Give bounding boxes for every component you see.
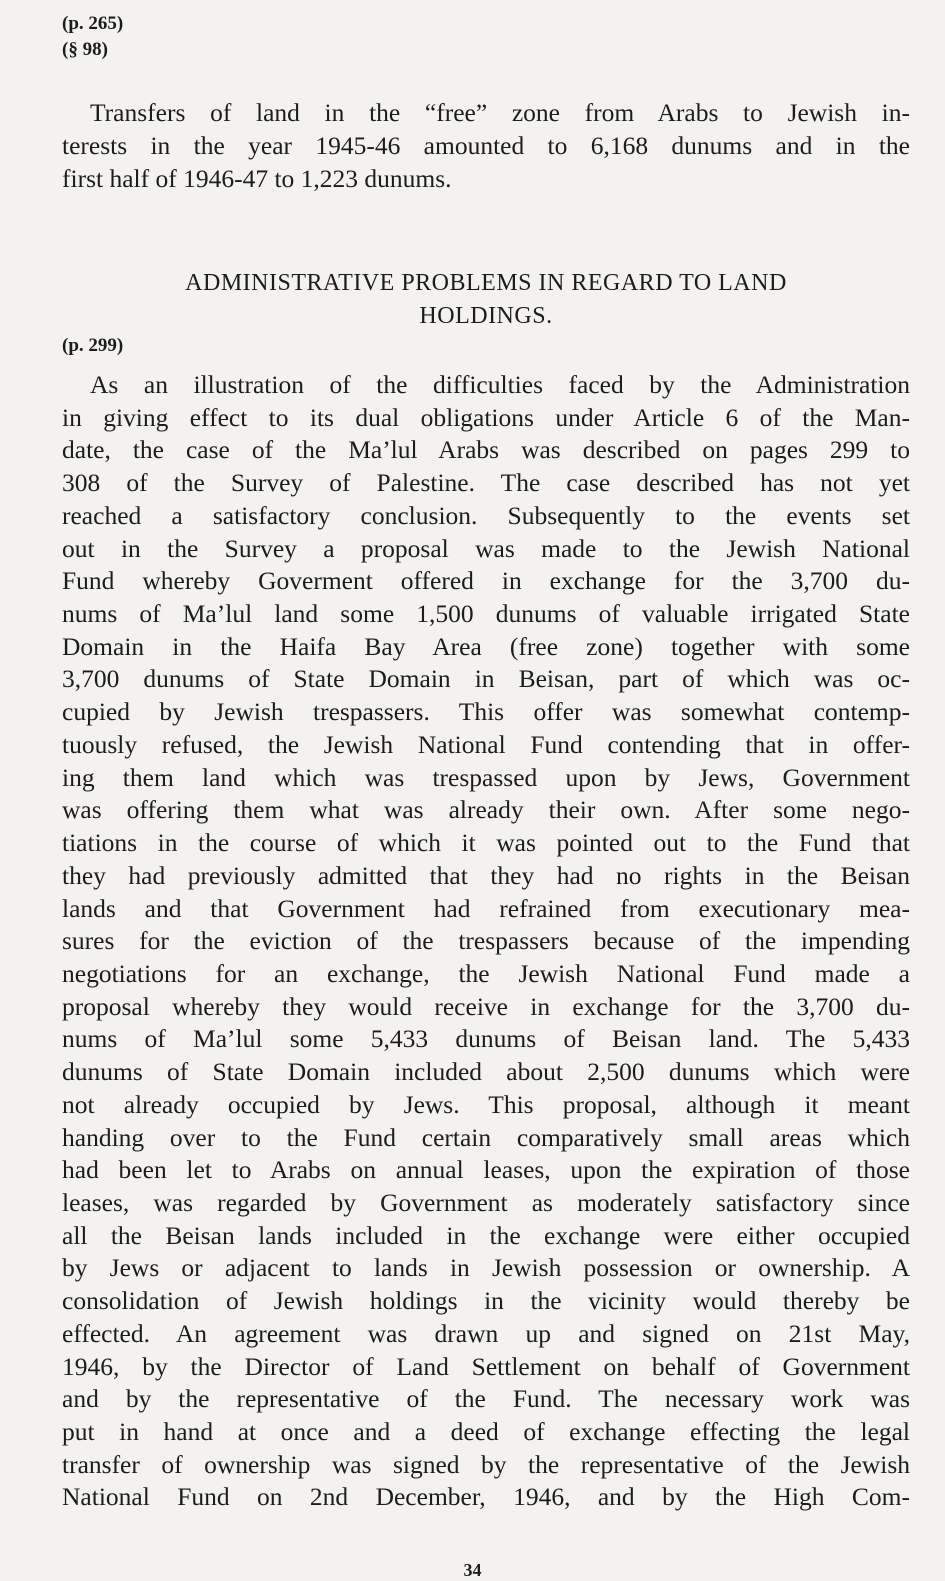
text-line: Transfers of land in the “free” zone from Arabs to Jewish in- (90, 98, 910, 127)
text-line: transfer of ownership was signed by the representative of the Jewish (62, 1449, 910, 1479)
text-line: terests in the year 1945-46 amounted to 6,168 dunums and in the (62, 130, 910, 160)
text-line: they had previously admitted that they had no rights in the Beisan (62, 860, 910, 890)
text-line: dunums of State Domain included about 2,500 dunums which were (62, 1057, 910, 1087)
text-line: nums of Ma’lul some 5,433 dunums of Beisan land. The 5,433 (62, 1024, 910, 1054)
text-line: ing them land which was trespassed upon by Jews, Government (62, 762, 910, 792)
section-heading: ADMINISTRATIVE PROBLEMS IN REGARD TO LAND (185, 270, 787, 296)
text-line: National Fund on 2nd December, 1946, and by the High Com- (62, 1482, 910, 1512)
page-number: 34 (463, 1560, 482, 1580)
text-line: effected. An agreement was drawn up and signed on 21st May, (62, 1318, 910, 1348)
text-line: reached a satisfactory conclusion. Subsequently to the events set (62, 500, 910, 530)
text-line: tuously refused, the Jewish National Fund contending that in offer- (62, 729, 910, 759)
section-reference: (§ 98) (62, 39, 108, 60)
text-line: not already occupied by Jews. This proposal, although it meant (62, 1089, 910, 1119)
text-line: nums of Ma’lul land some 1,500 dunums of valuable irrigated State (62, 599, 910, 629)
text-line: put in hand at once and a deed of exchange effecting the legal (62, 1417, 910, 1447)
text-line: all the Beisan lands included in the exchange were either occupied (62, 1220, 910, 1250)
text-line: negotiations for an exchange, the Jewish National Fund made a (62, 958, 910, 988)
text-line: had been let to Arabs on annual leases, upon the expiration of those (62, 1155, 910, 1185)
text-line: 3,700 dunums of State Domain in Beisan, part of which was oc- (62, 664, 910, 694)
text-line: date, the case of the Ma’lul Arabs was described on pages 299 to (62, 435, 910, 465)
text-line: tiations in the course of which it was pointed out to the Fund that (62, 828, 910, 858)
text-line: Domain in the Haifa Bay Area (free zone) together with some (62, 631, 910, 661)
text-line: lands and that Government had refrained from executionary mea- (62, 893, 910, 923)
text-line: 1946, by the Director of Land Settlement on behalf of Government (62, 1351, 910, 1381)
text-line: by Jews or adjacent to lands in Jewish possession or ownership. A (62, 1253, 910, 1283)
text-line: handing over to the Fund certain comparatively small areas which (62, 1122, 910, 1152)
text-line: sures for the eviction of the trespassers because of the impending (62, 926, 910, 956)
text-line: proposal whereby they would receive in exchange for the 3,700 du- (62, 991, 910, 1021)
text-line: and by the representative of the Fund. The necessary work was (62, 1384, 910, 1414)
text-line: was offering them what was already their own. After some nego- (62, 795, 910, 825)
page-reference: (p. 299) (62, 335, 124, 356)
text-line: cupied by Jewish trespassers. This offer was somewhat contemp- (62, 697, 910, 727)
text-line: 308 of the Survey of Palestine. The case described has not yet (62, 468, 910, 498)
text-line: first half of 1946-47 to 1,223 dunums. (62, 163, 452, 193)
page-reference: (p. 265) (62, 13, 124, 34)
text-line: As an illustration of the difficulties faced by the Administration (90, 370, 910, 399)
text-line: in giving effect to its dual obligations under Article 6 of the Man- (62, 402, 910, 432)
text-line: out in the Survey a proposal was made to the Jewish National (62, 533, 910, 563)
text-line: Fund whereby Goverment offered in exchange for the 3,700 du- (62, 566, 910, 596)
section-heading-cont: HOLDINGS. (419, 303, 553, 329)
text-line: leases, was regarded by Government as moderately satisfactory since (62, 1188, 910, 1217)
text-line: consolidation of Jewish holdings in the vicinity would thereby be (62, 1286, 910, 1316)
